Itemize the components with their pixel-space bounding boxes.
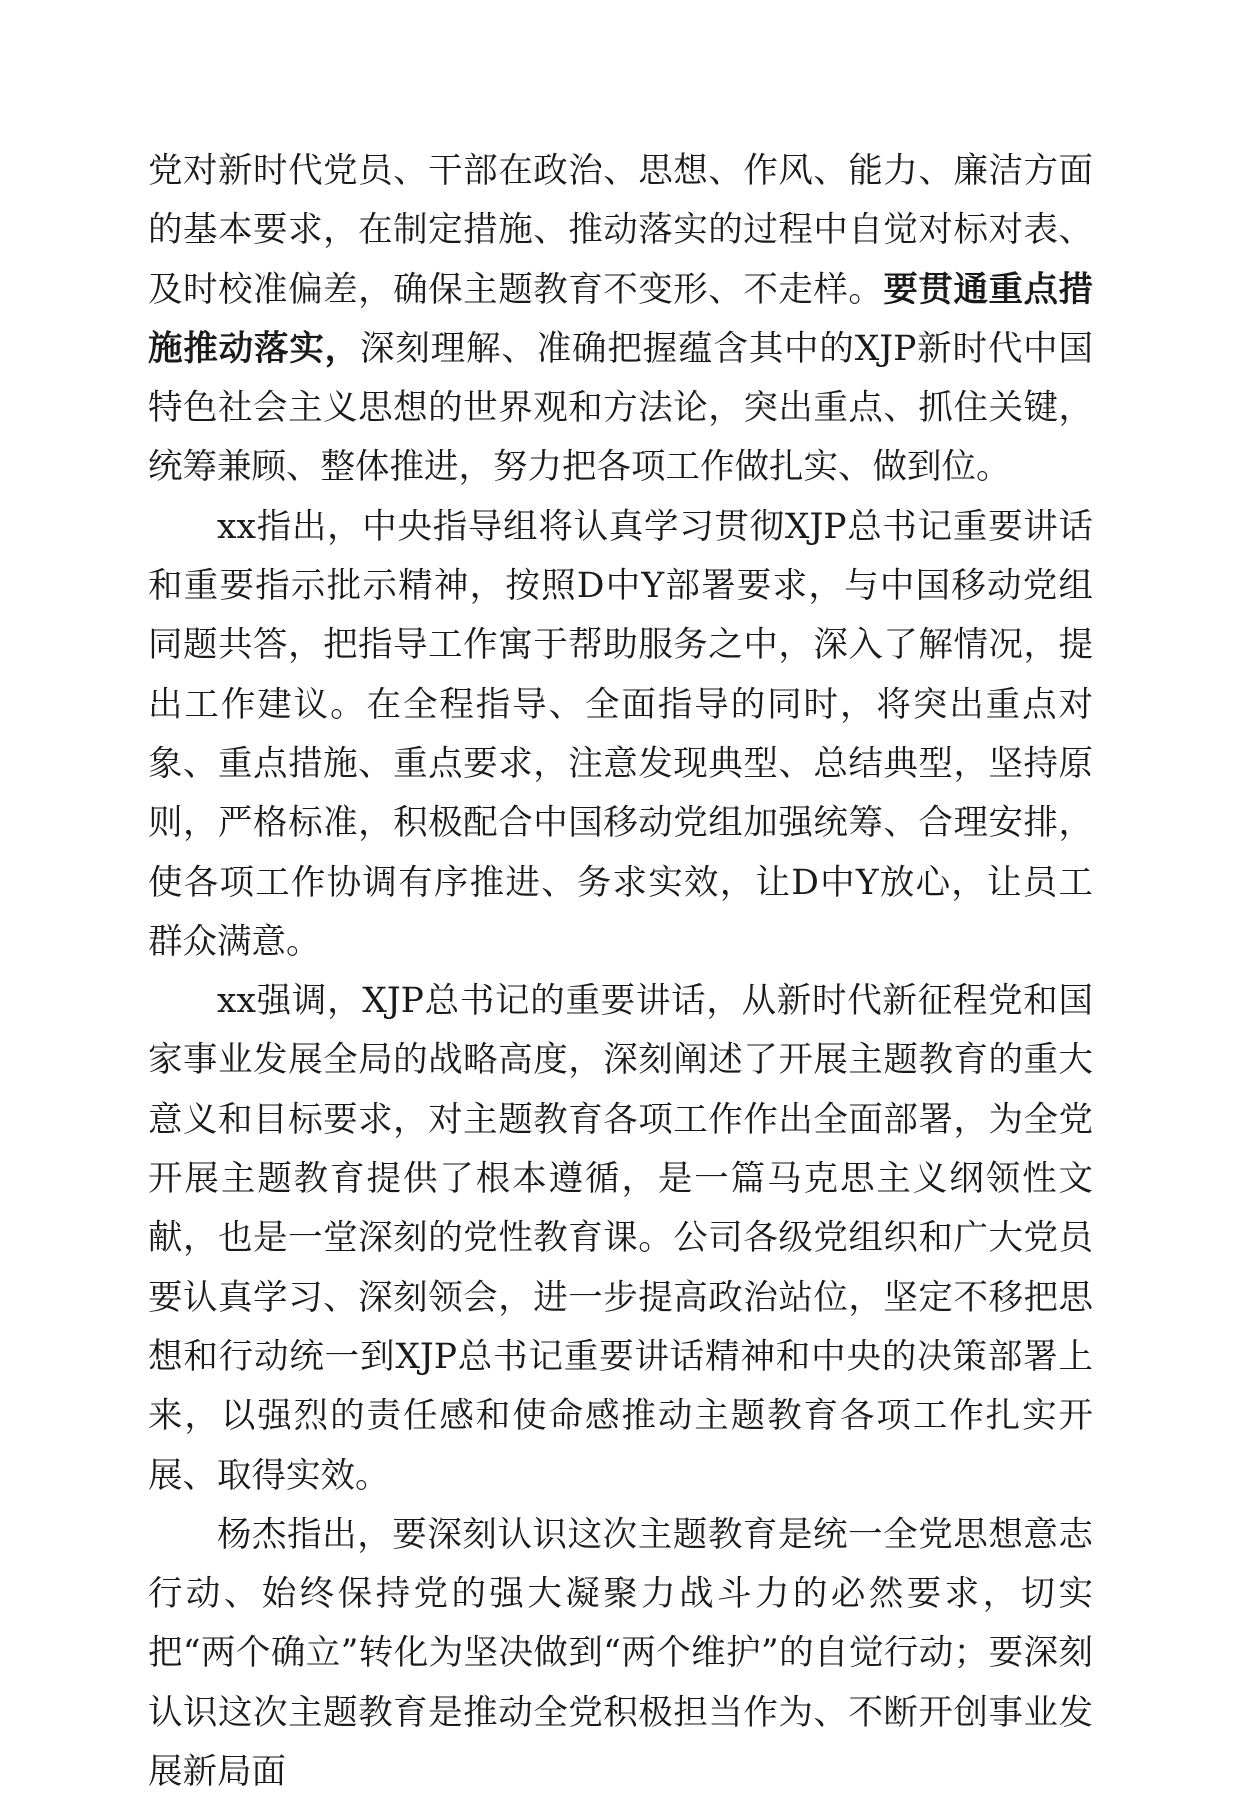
document-body (148, 142, 1093, 1802)
paragraph-4 (148, 1506, 1093, 1802)
paragraph-2 (148, 498, 1093, 972)
bold-heading-text: 要贯通重点措施推动落实， (148, 269, 1094, 369)
paragraph-text: 杨杰指出，要深刻认识这次主题教育是统一全党思想意志行动、始终保持党的强大凝聚力战斗力的必然要求，切实把“两个确立”转化为坚决做到“两个维护”的自觉行动；要深刻认识这次主题教育是推动全党积极担当作为、不断开创事业发展新局面 (148, 1514, 1093, 1793)
paragraph-text: xx强调，XJP总书记的重要讲话，从新时代新征程党和国家事业发展全局的战略高度，深刻阐述了开展主题教育的重大意义和目标要求，对主题教育各项工作作出全面部署，为全党开展主题教育提供了根本遵循，是一篇马克思主义纲领性文献，也是一堂深刻的党性教育课。公司各级党组织和广大党员要认真学习、深刻领会，进一步提高政治站位，坚定不移把思想和行动统一到XJP总书记重要讲话精神和中央的决策部署上来，以强烈的责任感和使命感推动主题教育各项工作扎实开展、取得实效。 (148, 981, 1093, 1496)
paragraph-text: 深刻理解、准确把握蕴含其中的XJP新时代中国特色社会主义思想的世界观和方法论，突出重点、抓住关键，统筹兼顾、整体推进，努力把各项工作做扎实、做到位。 (148, 328, 1093, 488)
paragraph-1 (148, 142, 1093, 498)
paragraph-3 (148, 972, 1093, 1506)
paragraph-text: 党对新时代党员、干部在政治、思想、作风、能力、廉洁方面的基本要求，在制定措施、推动落实的过程中自觉对标对表、及时校准偏差，确保主题教育不变形、不走样。 (148, 151, 1093, 310)
paragraph-text: xx指出，中央指导组将认真学习贯彻XJP总书记重要讲话和重要指示批示精神，按照D中Y部署要求，与中国移动党组同题共答，把指导工作寓于帮助服务之中，深入了解情况，提出工作建议。在全程指导、全面指导的同时，将突出重点对象、重点措施、重点要求，注意发现典型、总结典型，坚持原则，严格标准，积极配合中国移动党组加强统筹、合理安排，使各项工作协调有序推进、务求实效，让D中Y放心，让员工群众满意。 (148, 506, 1093, 962)
